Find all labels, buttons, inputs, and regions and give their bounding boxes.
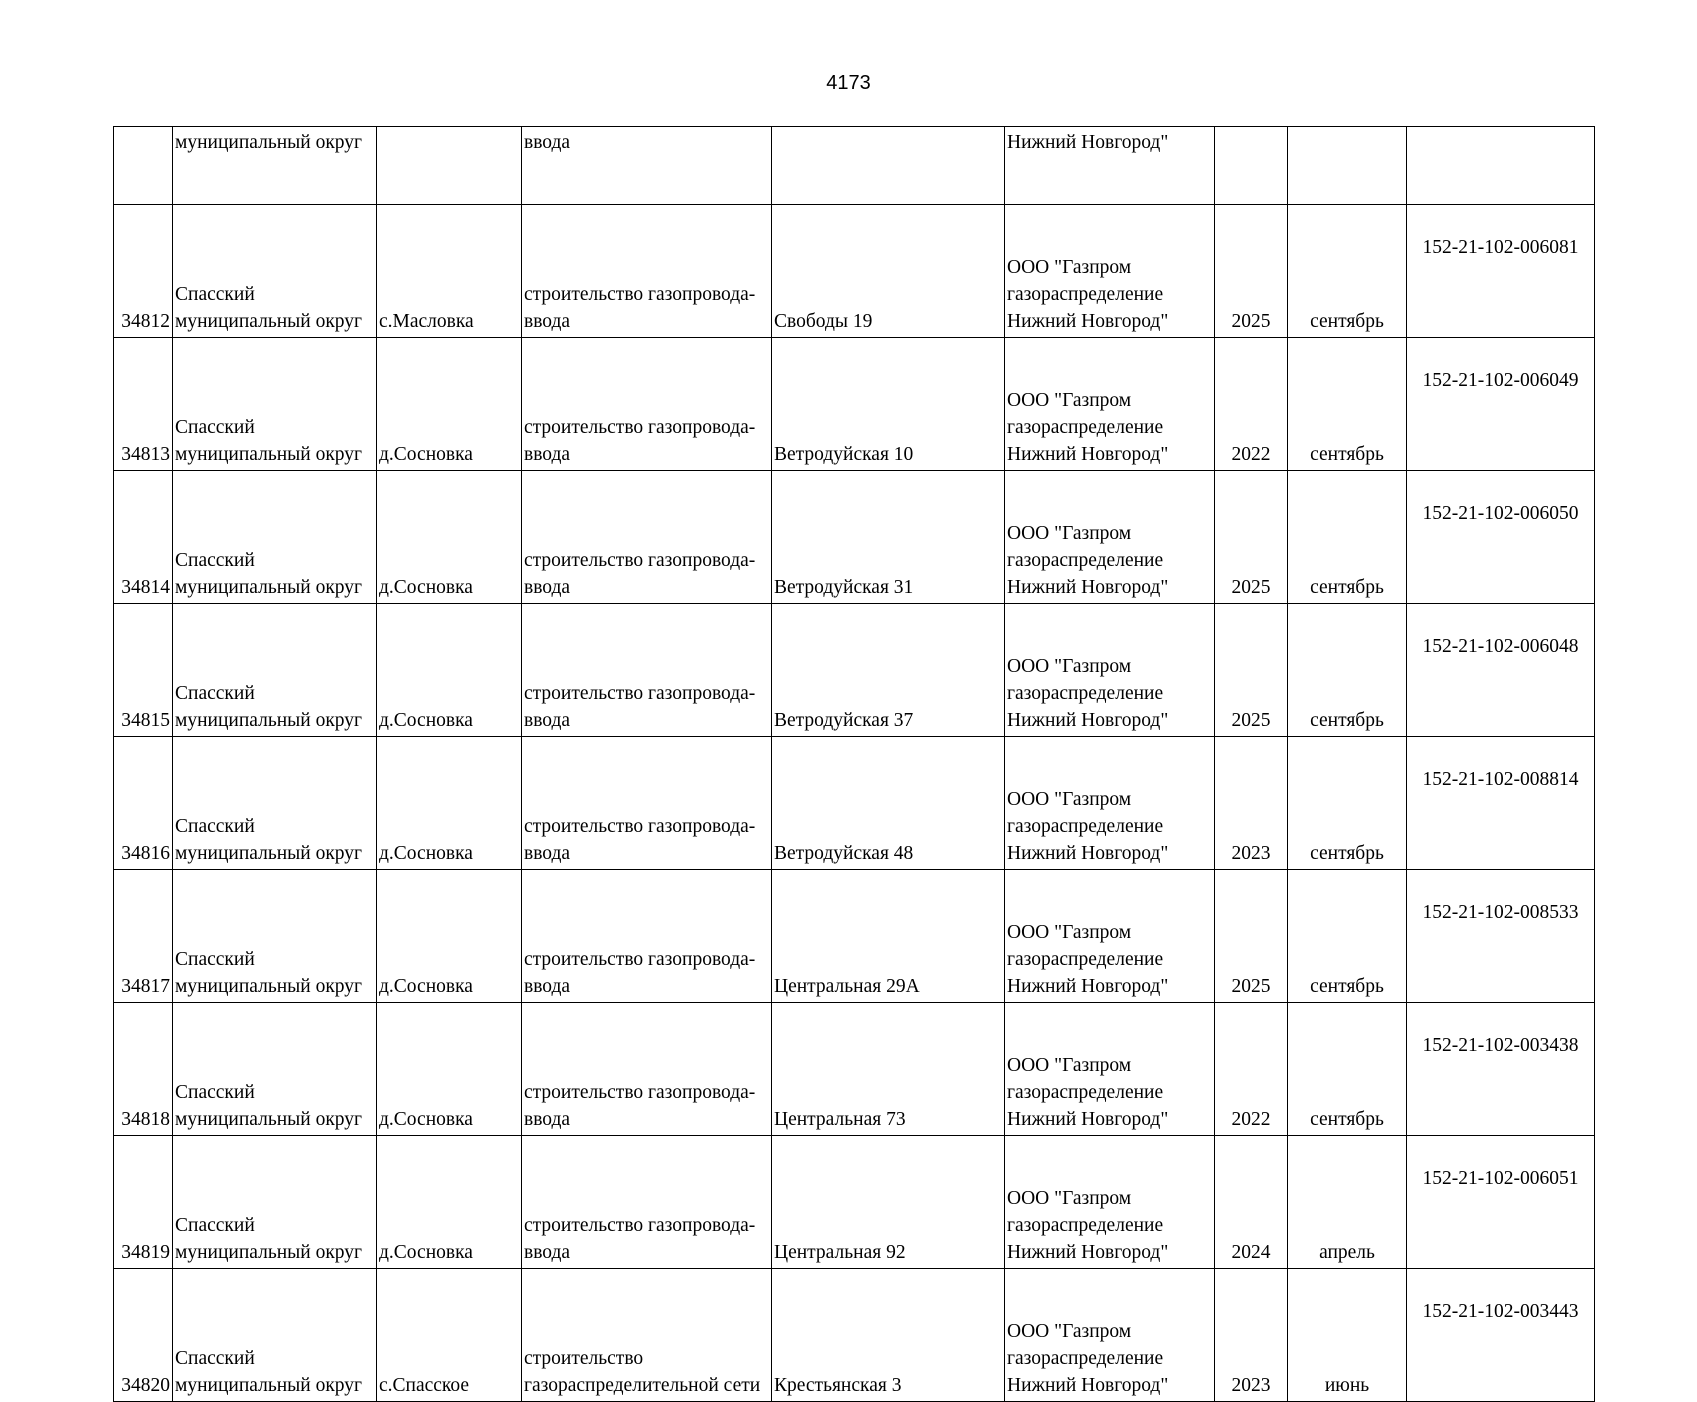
cell-number [114,127,173,205]
cell-settlement: с.Спасское [377,1269,522,1402]
cell-region: Спасский муниципальный округ [173,604,377,737]
cell-address: Ветродуйская 10 [772,338,1005,471]
cell-organization: ООО "Газпром газораспределение Нижний Новгород" [1005,1136,1215,1269]
cell-organization: ООО "Газпром газораспределение Нижний Новгород" [1005,1269,1215,1402]
cell-month: сентябрь [1288,205,1407,338]
cell-work-type: строительство газораспределительной сети [522,1269,772,1402]
cell-month: сентябрь [1288,737,1407,870]
cell-year: 2023 [1215,1269,1288,1402]
table-row [114,205,1595,338]
cell-year: 2025 [1215,471,1288,604]
cell-month: апрель [1288,1136,1407,1269]
table-row [114,604,1595,737]
cell-work-type: строительство газопровода- ввода [522,604,772,737]
cell-organization: ООО "Газпром газораспределение Нижний Новгород" [1005,604,1215,737]
cell-number: 34814 [114,471,173,604]
cell-organization: ООО "Газпром газораспределение Нижний Новгород" [1005,737,1215,870]
cell-region: Спасский муниципальный округ [173,205,377,338]
table-row [114,1269,1595,1402]
cell-region: Спасский муниципальный округ [173,338,377,471]
cell-work-type: строительство газопровода- ввода [522,870,772,1003]
cell-settlement: д.Сосновка [377,737,522,870]
cell-address: Ветродуйская 37 [772,604,1005,737]
cell-organization: ООО "Газпром газораспределение Нижний Новгород" [1005,471,1215,604]
cell-organization: ООО "Газпром газораспределение Нижний Новгород" [1005,870,1215,1003]
cell-region: Спасский муниципальный округ [173,737,377,870]
cell-code: 152-21-102-008814 [1407,737,1595,870]
cell-settlement: д.Сосновка [377,870,522,1003]
cell-year: 2022 [1215,1003,1288,1136]
cell-address: Центральная 92 [772,1136,1005,1269]
cell-year: 2025 [1215,604,1288,737]
cell-month: сентябрь [1288,1003,1407,1136]
cell-code: 152-21-102-003443 [1407,1269,1595,1402]
cell-address: Ветродуйская 48 [772,737,1005,870]
cell-code: 152-21-102-006050 [1407,471,1595,604]
cell-region: Спасский муниципальный округ [173,870,377,1003]
cell-code: 152-21-102-003438 [1407,1003,1595,1136]
cell-organization: ООО "Газпром газораспределение Нижний Новгород" [1005,338,1215,471]
table-row [114,1003,1595,1136]
cell-code: 152-21-102-006049 [1407,338,1595,471]
cell-month: сентябрь [1288,338,1407,471]
cell-region: Спасский муниципальный округ [173,1136,377,1269]
cell-region: муниципальный округ [173,127,377,205]
cell-settlement: д.Сосновка [377,604,522,737]
cell-code: 152-21-102-006081 [1407,205,1595,338]
cell-organization: ООО "Газпром газораспределение Нижний Новгород" [1005,1003,1215,1136]
cell-code [1407,127,1595,205]
cell-month: сентябрь [1288,604,1407,737]
table-row-continuation [114,127,1595,205]
cell-number: 34817 [114,870,173,1003]
cell-work-type: строительство газопровода- ввода [522,205,772,338]
cell-organization: Нижний Новгород" [1005,127,1215,205]
cell-code: 152-21-102-006051 [1407,1136,1595,1269]
cell-address: Ветродуйская 31 [772,471,1005,604]
page-number: 4173 [826,72,871,94]
cell-month: июнь [1288,1269,1407,1402]
cell-settlement: с.Масловка [377,205,522,338]
cell-number: 34813 [114,338,173,471]
table-row [114,471,1595,604]
cell-year: 2025 [1215,870,1288,1003]
cell-year: 2022 [1215,338,1288,471]
cell-number: 34812 [114,205,173,338]
cell-address: Центральная 73 [772,1003,1005,1136]
cell-work-type: строительство газопровода- ввода [522,737,772,870]
cell-number: 34815 [114,604,173,737]
cell-number: 34816 [114,737,173,870]
cell-settlement [377,127,522,205]
cell-organization: ООО "Газпром газораспределение Нижний Новгород" [1005,205,1215,338]
table-row [114,870,1595,1003]
cell-number: 34819 [114,1136,173,1269]
table-row [114,338,1595,471]
cell-address [772,127,1005,205]
cell-region: Спасский муниципальный округ [173,471,377,604]
cell-settlement: д.Сосновка [377,1136,522,1269]
cell-year: 2023 [1215,737,1288,870]
cell-year [1215,127,1288,205]
cell-address: Центральная 29А [772,870,1005,1003]
cell-address: Свободы 19 [772,205,1005,338]
cell-settlement: д.Сосновка [377,1003,522,1136]
table-row [114,737,1595,870]
cell-address: Крестьянская 3 [772,1269,1005,1402]
cell-code: 152-21-102-008533 [1407,870,1595,1003]
cell-code: 152-21-102-006048 [1407,604,1595,737]
cell-settlement: д.Сосновка [377,471,522,604]
cell-month: сентябрь [1288,870,1407,1003]
cell-year: 2025 [1215,205,1288,338]
cell-month [1288,127,1407,205]
cell-work-type: строительство газопровода- ввода [522,1136,772,1269]
table-row [114,1136,1595,1269]
gas-works-table [113,126,1595,1402]
cell-number: 34820 [114,1269,173,1402]
cell-month: сентябрь [1288,471,1407,604]
cell-settlement: д.Сосновка [377,338,522,471]
cell-work-type: строительство газопровода- ввода [522,1003,772,1136]
cell-region: Спасский муниципальный округ [173,1003,377,1136]
cell-region: Спасский муниципальный округ [173,1269,377,1402]
cell-work-type: ввода [522,127,772,205]
cell-year: 2024 [1215,1136,1288,1269]
cell-number: 34818 [114,1003,173,1136]
cell-work-type: строительство газопровода- ввода [522,471,772,604]
cell-work-type: строительство газопровода- ввода [522,338,772,471]
